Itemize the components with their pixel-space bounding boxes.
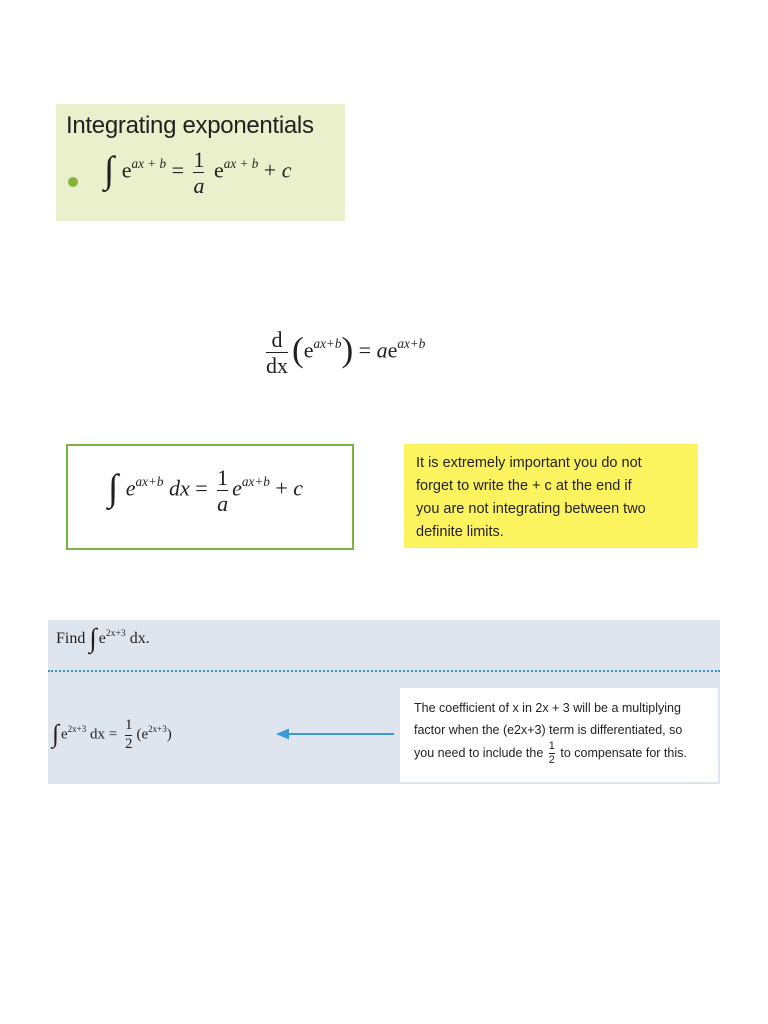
exponent: 2x+3	[105, 627, 126, 639]
worked-example	[48, 620, 720, 784]
integral-sign-icon: ∫	[104, 150, 115, 192]
differential: dx	[168, 475, 190, 501]
differential: dx	[90, 726, 105, 743]
exponent: ax+b	[241, 473, 270, 489]
fraction-half: $\frac{1}{2}$	[124, 717, 133, 752]
explanation-line: factor when the (e2x+3) term is differentiated, so	[414, 723, 683, 737]
explanation-line: you need to include the $\frac{1}{2}$ to compensate for this.	[414, 740, 687, 766]
key-point-box	[56, 104, 345, 221]
note-line: you are not integrating between two	[416, 501, 646, 517]
integral-sign-icon: ∫	[89, 622, 97, 653]
example-answer: ∫ $e^{2x+3}$ dx = $\frac{1}{2}$ $(e^{2x+3})$	[52, 717, 172, 752]
constant: c	[281, 157, 292, 183]
exponent: 2x+3	[148, 723, 167, 734]
exponent: ax+b	[313, 335, 342, 351]
key-point-formula: ∫ $e^{ax + b}$ = $\frac{1}{a}$ $e^{ax + b} + c$	[104, 147, 292, 199]
dotted-divider	[48, 670, 720, 672]
important-note	[404, 444, 698, 548]
integral-sign-icon: ∫	[52, 718, 59, 748]
differential: dx.	[129, 630, 150, 648]
integral-sign-icon: ∫	[108, 468, 119, 510]
exponent: ax + b	[131, 155, 167, 171]
exponent: ax + b	[223, 155, 259, 171]
explanation-line: The coefficient of x in 2x + 3 will be a multiplying	[414, 701, 681, 715]
left-arrow-icon	[276, 728, 394, 740]
integral-formula-box	[66, 444, 354, 550]
note-line: forget to write the + c at the end if	[416, 478, 632, 494]
integral-formula: ∫ $e^{ax+b}$ dx = $\frac{1}{a}$ $e^{ax+b} + c$	[108, 465, 304, 517]
note-line: definite limits.	[416, 524, 504, 540]
fraction: $\frac{1}{a}$	[193, 147, 205, 199]
example-question: Find ∫ $e^{2x+3}$ dx.	[56, 622, 150, 653]
exponent: 2x+3	[67, 723, 87, 734]
fraction: $\frac{1}{a}$	[217, 465, 229, 517]
note-line: It is extremely important you do not	[416, 455, 642, 471]
explanation-box	[400, 688, 718, 782]
coefficient: a	[376, 337, 388, 363]
exponent: ax+b	[135, 473, 164, 489]
derivative-formula: $\frac{d}{dx}$ $(e^{ax+b}) = ae^{ax+b}$	[266, 327, 426, 379]
derivative-operator: $\frac{d}{dx}$	[266, 327, 288, 379]
fraction-half: $\frac{1}{2}$	[548, 740, 555, 766]
exponent: ax+b	[397, 335, 426, 351]
key-point-title: Integrating exponentials	[66, 112, 314, 139]
constant: c	[293, 475, 304, 501]
bullet-dot	[68, 177, 78, 187]
